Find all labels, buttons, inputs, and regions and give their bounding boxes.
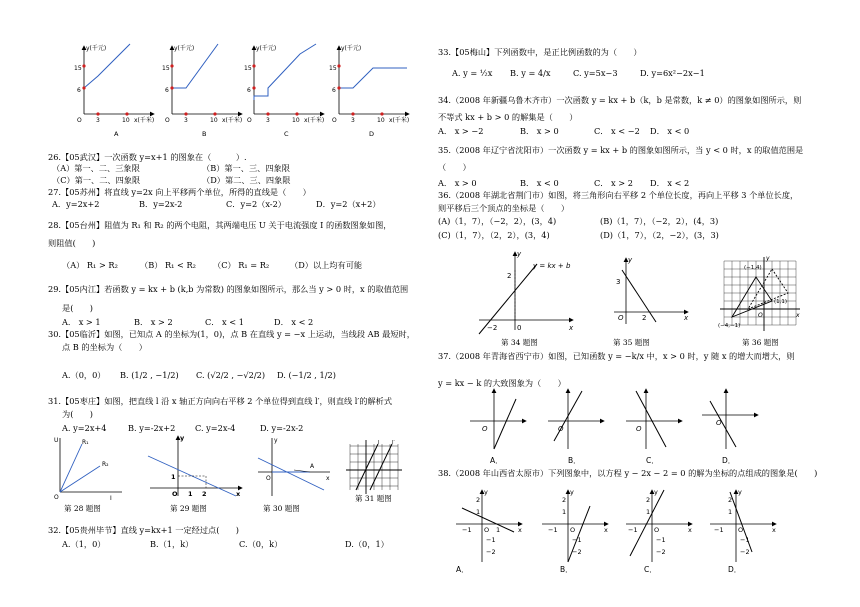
svg-text:1: 1 — [476, 508, 481, 516]
svg-text:O: O — [716, 419, 722, 427]
svg-text:y: y — [274, 437, 278, 444]
q31-c: C. y=2x-4 — [195, 423, 236, 433]
svg-text:O: O — [738, 526, 744, 534]
svg-text:2: 2 — [202, 490, 207, 498]
svg-text:x(千米): x(千米) — [389, 117, 410, 124]
svg-text:O: O — [247, 117, 252, 124]
q33-d: D. y=6x²−2x−1 — [640, 68, 705, 78]
svg-text:6: 6 — [165, 87, 169, 94]
svg-text:B．: B． — [560, 565, 573, 574]
svg-text:y: y — [180, 434, 185, 442]
q31-d: D. y=-2x-2 — [260, 423, 304, 433]
q27-a: A．y=2x+2 — [52, 199, 100, 209]
q30-d: D. (−1/2 , 1/2) — [277, 370, 336, 380]
q31-stem2: 为( ) — [62, 409, 93, 419]
q31-b: B. y=-2x+2 — [128, 423, 176, 433]
svg-text:y = kx + b: y = kx + b — [533, 262, 571, 270]
q37-stem2: y = kx − k 的大致图象为（ ） — [438, 378, 566, 388]
svg-text:−1: −1 — [462, 526, 472, 534]
svg-text:−1: −1 — [572, 536, 582, 544]
q30-c: C. (√2/2 , −√2/2) — [196, 370, 266, 380]
svg-text:R₂: R₂ — [102, 461, 109, 468]
svg-text:10: 10 — [377, 117, 385, 124]
svg-text:I: I — [110, 495, 112, 502]
q37-stem: 37.（2008 年青海省西宁市）如图，已知函数 y = −k/x 中，x > 0 时，y 随 x 的增大而增大，则 — [438, 351, 795, 361]
svg-text:6: 6 — [332, 87, 336, 94]
q37-option-b — [546, 385, 606, 465]
svg-text:y: y — [766, 255, 770, 262]
q34-stem: 34.（2008 年新疆乌鲁木齐市）一次函数 y = kx + b（k，b 是常数，k ≠ 0）的图象如图所示，则 — [438, 95, 802, 105]
q26-stem: 26.【05武汉】一次函数 y=x+1 的图象在（ ）. — [48, 152, 247, 162]
q28-stem: 28.【05台州】阻值为 R₁ 和 R₂ 的两个电阻，其两端电压 U 关于电流强度 I 的函数图象如图， — [48, 220, 392, 230]
q37-option-c — [624, 385, 684, 465]
svg-text:−1: −1 — [628, 526, 638, 534]
svg-text:O: O — [172, 490, 178, 498]
svg-text:y(千元): y(千元) — [256, 45, 277, 52]
q38-option-c — [622, 486, 694, 576]
svg-text:1: 1 — [562, 508, 567, 516]
fig34-graph — [475, 248, 575, 334]
q36-stem2: 则平移后三个顶点的坐标是（ ） — [438, 203, 570, 213]
svg-text:−1: −1 — [548, 526, 558, 534]
q35-stem2: （ ） — [438, 162, 471, 172]
svg-text:l: l — [378, 440, 380, 446]
fig29-caption: 第 29 题图 — [170, 504, 207, 513]
svg-text:y: y — [654, 488, 658, 496]
q30-a: A.（0，0） — [62, 370, 106, 380]
svg-text:(1,1): (1,1) — [774, 299, 788, 305]
svg-text:O: O — [77, 117, 82, 124]
fig35-graph — [610, 256, 692, 326]
svg-text:O: O — [636, 425, 642, 433]
svg-text:x: x — [772, 526, 776, 534]
fig28-graph — [52, 434, 127, 500]
q38-option-d — [706, 486, 778, 576]
q33-stem: 33.【05梅山】下列函数中，是正比例函数的为（ ） — [438, 47, 642, 57]
svg-text:1: 1 — [171, 473, 176, 481]
svg-text:O: O — [758, 312, 763, 319]
svg-text:15: 15 — [162, 65, 170, 72]
caption-c: C — [284, 130, 289, 138]
svg-text:6: 6 — [77, 87, 81, 94]
q26-b: （B）第一、三、四象限 — [202, 163, 290, 173]
svg-text:D．: D． — [722, 456, 736, 465]
svg-text:C．: C． — [646, 456, 659, 465]
q35-c: C． x > 2 — [594, 178, 633, 188]
svg-text:0: 0 — [517, 324, 522, 332]
q29-c: C． x < 1 — [205, 317, 244, 327]
q31-a: A. y=2x+4 — [62, 423, 107, 433]
svg-text:3: 3 — [184, 117, 188, 124]
svg-text:2: 2 — [507, 272, 512, 280]
svg-text:x: x — [236, 490, 241, 498]
svg-text:x: x — [604, 526, 608, 534]
svg-text:−2: −2 — [486, 548, 496, 556]
q38-option-a — [452, 486, 524, 576]
svg-text:3: 3 — [96, 117, 100, 124]
svg-text:2: 2 — [562, 496, 567, 504]
q27-d: D．y=2（x+2） — [316, 199, 381, 209]
fig31-caption: 第 31 题图 — [355, 494, 392, 503]
q32-b: B.（1，k） — [150, 539, 194, 549]
svg-text:15: 15 — [329, 65, 337, 72]
q38-option-b — [538, 486, 610, 576]
q32-stem: 32.【05贵州毕节】直线 y=kx+1 一定经过点( ) — [48, 525, 239, 535]
svg-text:O: O — [54, 494, 59, 501]
svg-text:y(千元): y(千元) — [174, 45, 195, 52]
svg-text:3: 3 — [266, 117, 270, 124]
q35-d: D． x < 2 — [650, 178, 690, 188]
q37-option-d — [700, 385, 760, 465]
ylabel-a: y(千元) — [86, 45, 107, 52]
q36-b: (B)（1，7），（−2，2），(4，3) — [600, 216, 719, 226]
top-graph-a — [70, 40, 155, 138]
svg-text:O: O — [558, 425, 564, 433]
svg-text:O: O — [332, 117, 337, 124]
svg-text:y: y — [628, 256, 633, 264]
q33-a: A. y = ½x — [452, 68, 493, 78]
q37-option-a — [468, 385, 528, 465]
q30-stem: 30.【05临沂】如图，已知点 A 的坐标为(1，0)，点 B 在直线 y = −x 上运动，当线段 AB 最短时， — [48, 329, 415, 339]
svg-text:15: 15 — [244, 65, 252, 72]
svg-text:−2: −2 — [656, 548, 666, 556]
svg-text:O: O — [266, 475, 271, 482]
svg-text:(−4,−1): (−4,−1) — [718, 323, 741, 329]
q32-d: D.（0，1） — [345, 539, 389, 549]
svg-text:y(千元): y(千元) — [341, 45, 362, 52]
svg-text:2: 2 — [646, 496, 651, 504]
svg-text:A．: A． — [490, 456, 503, 465]
q29-a: A． x > 1 — [62, 317, 101, 327]
q33-b: B. y = 4/x — [510, 68, 551, 78]
svg-text:x(千米): x(千米) — [304, 117, 325, 124]
q36-d: (D)（1，7），（2，−2），(3，3) — [600, 230, 719, 240]
q28-b: （B） R₁ < R₂ — [140, 260, 196, 270]
q36-a: (A)（1，7），（−2，2），(3，4) — [438, 216, 557, 226]
q27-c: C．y=2（x-2） — [226, 199, 286, 209]
svg-text:O: O — [484, 526, 490, 534]
q26-d: （D）第二、三、四象限 — [202, 175, 291, 185]
svg-text:x(千米): x(千米) — [134, 117, 155, 124]
svg-text:1: 1 — [188, 490, 193, 498]
svg-text:−1: −1 — [486, 536, 496, 544]
fig36-caption: 第 36 题图 — [742, 338, 779, 347]
q27-b: B．y=2x-2 — [139, 199, 183, 209]
svg-text:−2: −2 — [487, 324, 498, 332]
svg-text:2: 2 — [728, 496, 733, 504]
q26-c: （C）第一、二、四象限 — [52, 175, 141, 185]
fig30-caption: 第 30 题图 — [263, 504, 300, 513]
q36-stem: 36.（2008 年湖北省荆门市）如图，将三角形向右平移 2 个单位长度，再向上平移 3 个单位长度， — [438, 190, 799, 200]
q29-stem: 29.【05内江】若函数 y = kx + b (k,b 为常数) 的图象如图所示，那么当 y > 0 时，x 的取值范围 — [48, 284, 409, 294]
svg-text:15: 15 — [74, 65, 82, 72]
svg-text:B．: B． — [568, 456, 581, 465]
q28-d: （D）以上均有可能 — [290, 260, 363, 270]
q34-c: C． x < −2 — [594, 126, 640, 136]
q35-a: A． x > 0 — [438, 178, 477, 188]
svg-text:O: O — [570, 526, 576, 534]
svg-text:R₁: R₁ — [82, 439, 89, 446]
svg-text:x: x — [326, 475, 330, 482]
svg-text:y: y — [738, 488, 742, 496]
q38-stem: 38.（2008 年山西省太原市）下列图象中，以方程 y − 2x − 2 = 0 的解为坐标的点组成的图象是( ) — [438, 468, 818, 478]
q31-stem: 31.【05枣庄】如图，把直线 l 沿 x 轴正方向向右平移 2 个单位得到直线 l′，则直线 l′的解析式 — [48, 396, 393, 406]
top-graph-b — [158, 40, 243, 138]
fig36-graph — [718, 255, 800, 335]
q32-a: A.（1，0） — [62, 539, 106, 549]
svg-text:2: 2 — [642, 314, 647, 322]
svg-text:l′: l′ — [392, 440, 395, 446]
svg-text:A: A — [310, 463, 315, 470]
q34-d: D． x < 0 — [650, 126, 690, 136]
svg-text:3: 3 — [351, 117, 355, 124]
svg-text:x: x — [569, 324, 574, 332]
fig34-caption: 第 34 题图 — [501, 338, 538, 347]
fig28-caption: 第 28 题图 — [64, 504, 101, 513]
q36-c: (C)（1，7），（2，2），(3，4) — [438, 230, 550, 240]
caption-a: A — [114, 130, 119, 138]
q32-c: C.（0，k） — [239, 539, 283, 549]
svg-text:10: 10 — [210, 117, 218, 124]
svg-text:y: y — [517, 250, 522, 258]
caption-b: B — [202, 130, 207, 138]
top-graph-c — [240, 40, 325, 138]
svg-text:x: x — [796, 312, 800, 319]
svg-text:C．: C． — [644, 565, 657, 574]
q28-stem2: 则阻值( ) — [48, 238, 96, 248]
q34-a: A． x > −2 — [438, 126, 484, 136]
svg-text:O: O — [618, 314, 624, 322]
svg-text:2: 2 — [476, 496, 481, 504]
svg-text:U: U — [54, 437, 59, 444]
top-graph-d — [325, 40, 410, 138]
fig29-graph — [148, 434, 243, 500]
svg-text:D．: D． — [728, 565, 742, 574]
q33-c: C. y=5x−3 — [573, 68, 618, 78]
svg-text:O: O — [165, 117, 170, 124]
svg-text:1: 1 — [728, 508, 733, 516]
q28-c: （C） R₁ = R₂ — [213, 260, 270, 270]
svg-text:O: O — [654, 526, 660, 534]
q35-b: B． x < 0 — [520, 178, 559, 188]
svg-text:x(千米): x(千米) — [222, 117, 243, 124]
q30-stem2: 点 B 的坐标为（ ） — [62, 342, 147, 352]
svg-text:−2: −2 — [572, 548, 582, 556]
svg-text:1: 1 — [496, 526, 501, 534]
svg-text:A．: A． — [456, 565, 469, 574]
fig30-graph — [254, 434, 334, 500]
svg-text:−1: −1 — [656, 536, 666, 544]
svg-text:−1: −1 — [714, 526, 724, 534]
svg-text:(−1,4): (−1,4) — [744, 265, 762, 271]
q26-a: （A）第一、二、三象限 — [52, 163, 140, 173]
q28-a: （A） R₁ > R₂ — [62, 260, 118, 270]
q29-stem2: 是( ) — [62, 303, 93, 313]
svg-text:x: x — [688, 526, 692, 534]
svg-text:y: y — [484, 488, 488, 496]
q30-b: B. (1/2 , −1/2) — [120, 370, 179, 380]
svg-text:O: O — [482, 425, 488, 433]
svg-text:10: 10 — [122, 117, 130, 124]
svg-text:−2: −2 — [740, 548, 750, 556]
fig31-graph — [344, 438, 404, 496]
svg-text:6: 6 — [247, 87, 251, 94]
svg-text:3: 3 — [616, 278, 621, 286]
caption-d: D — [369, 130, 375, 138]
svg-text:x: x — [684, 314, 689, 322]
q29-d: D． x < 2 — [274, 317, 314, 327]
q29-b: B． x > 2 — [134, 317, 173, 327]
q35-stem: 35.（2008 年辽宁省沈阳市）一次函数 y = kx + b 的图象如图所示，当 y < 0 时，x 的取值范围是 — [438, 145, 804, 155]
fig35-caption: 第 35 题图 — [613, 338, 650, 347]
svg-text:x: x — [518, 526, 522, 534]
svg-text:−1: −1 — [740, 536, 750, 544]
svg-text:1: 1 — [646, 508, 651, 516]
q34-b: B． x > 0 — [520, 126, 559, 136]
svg-text:y: y — [570, 488, 574, 496]
svg-text:10: 10 — [292, 117, 300, 124]
q34-stem2: 不等式 kx + b > 0 的解集是（ ） — [438, 112, 578, 122]
q27-stem: 27.【05苏州】将直线 y=2x 向上平移两个单位，所得的直线是（ ） — [48, 187, 311, 197]
